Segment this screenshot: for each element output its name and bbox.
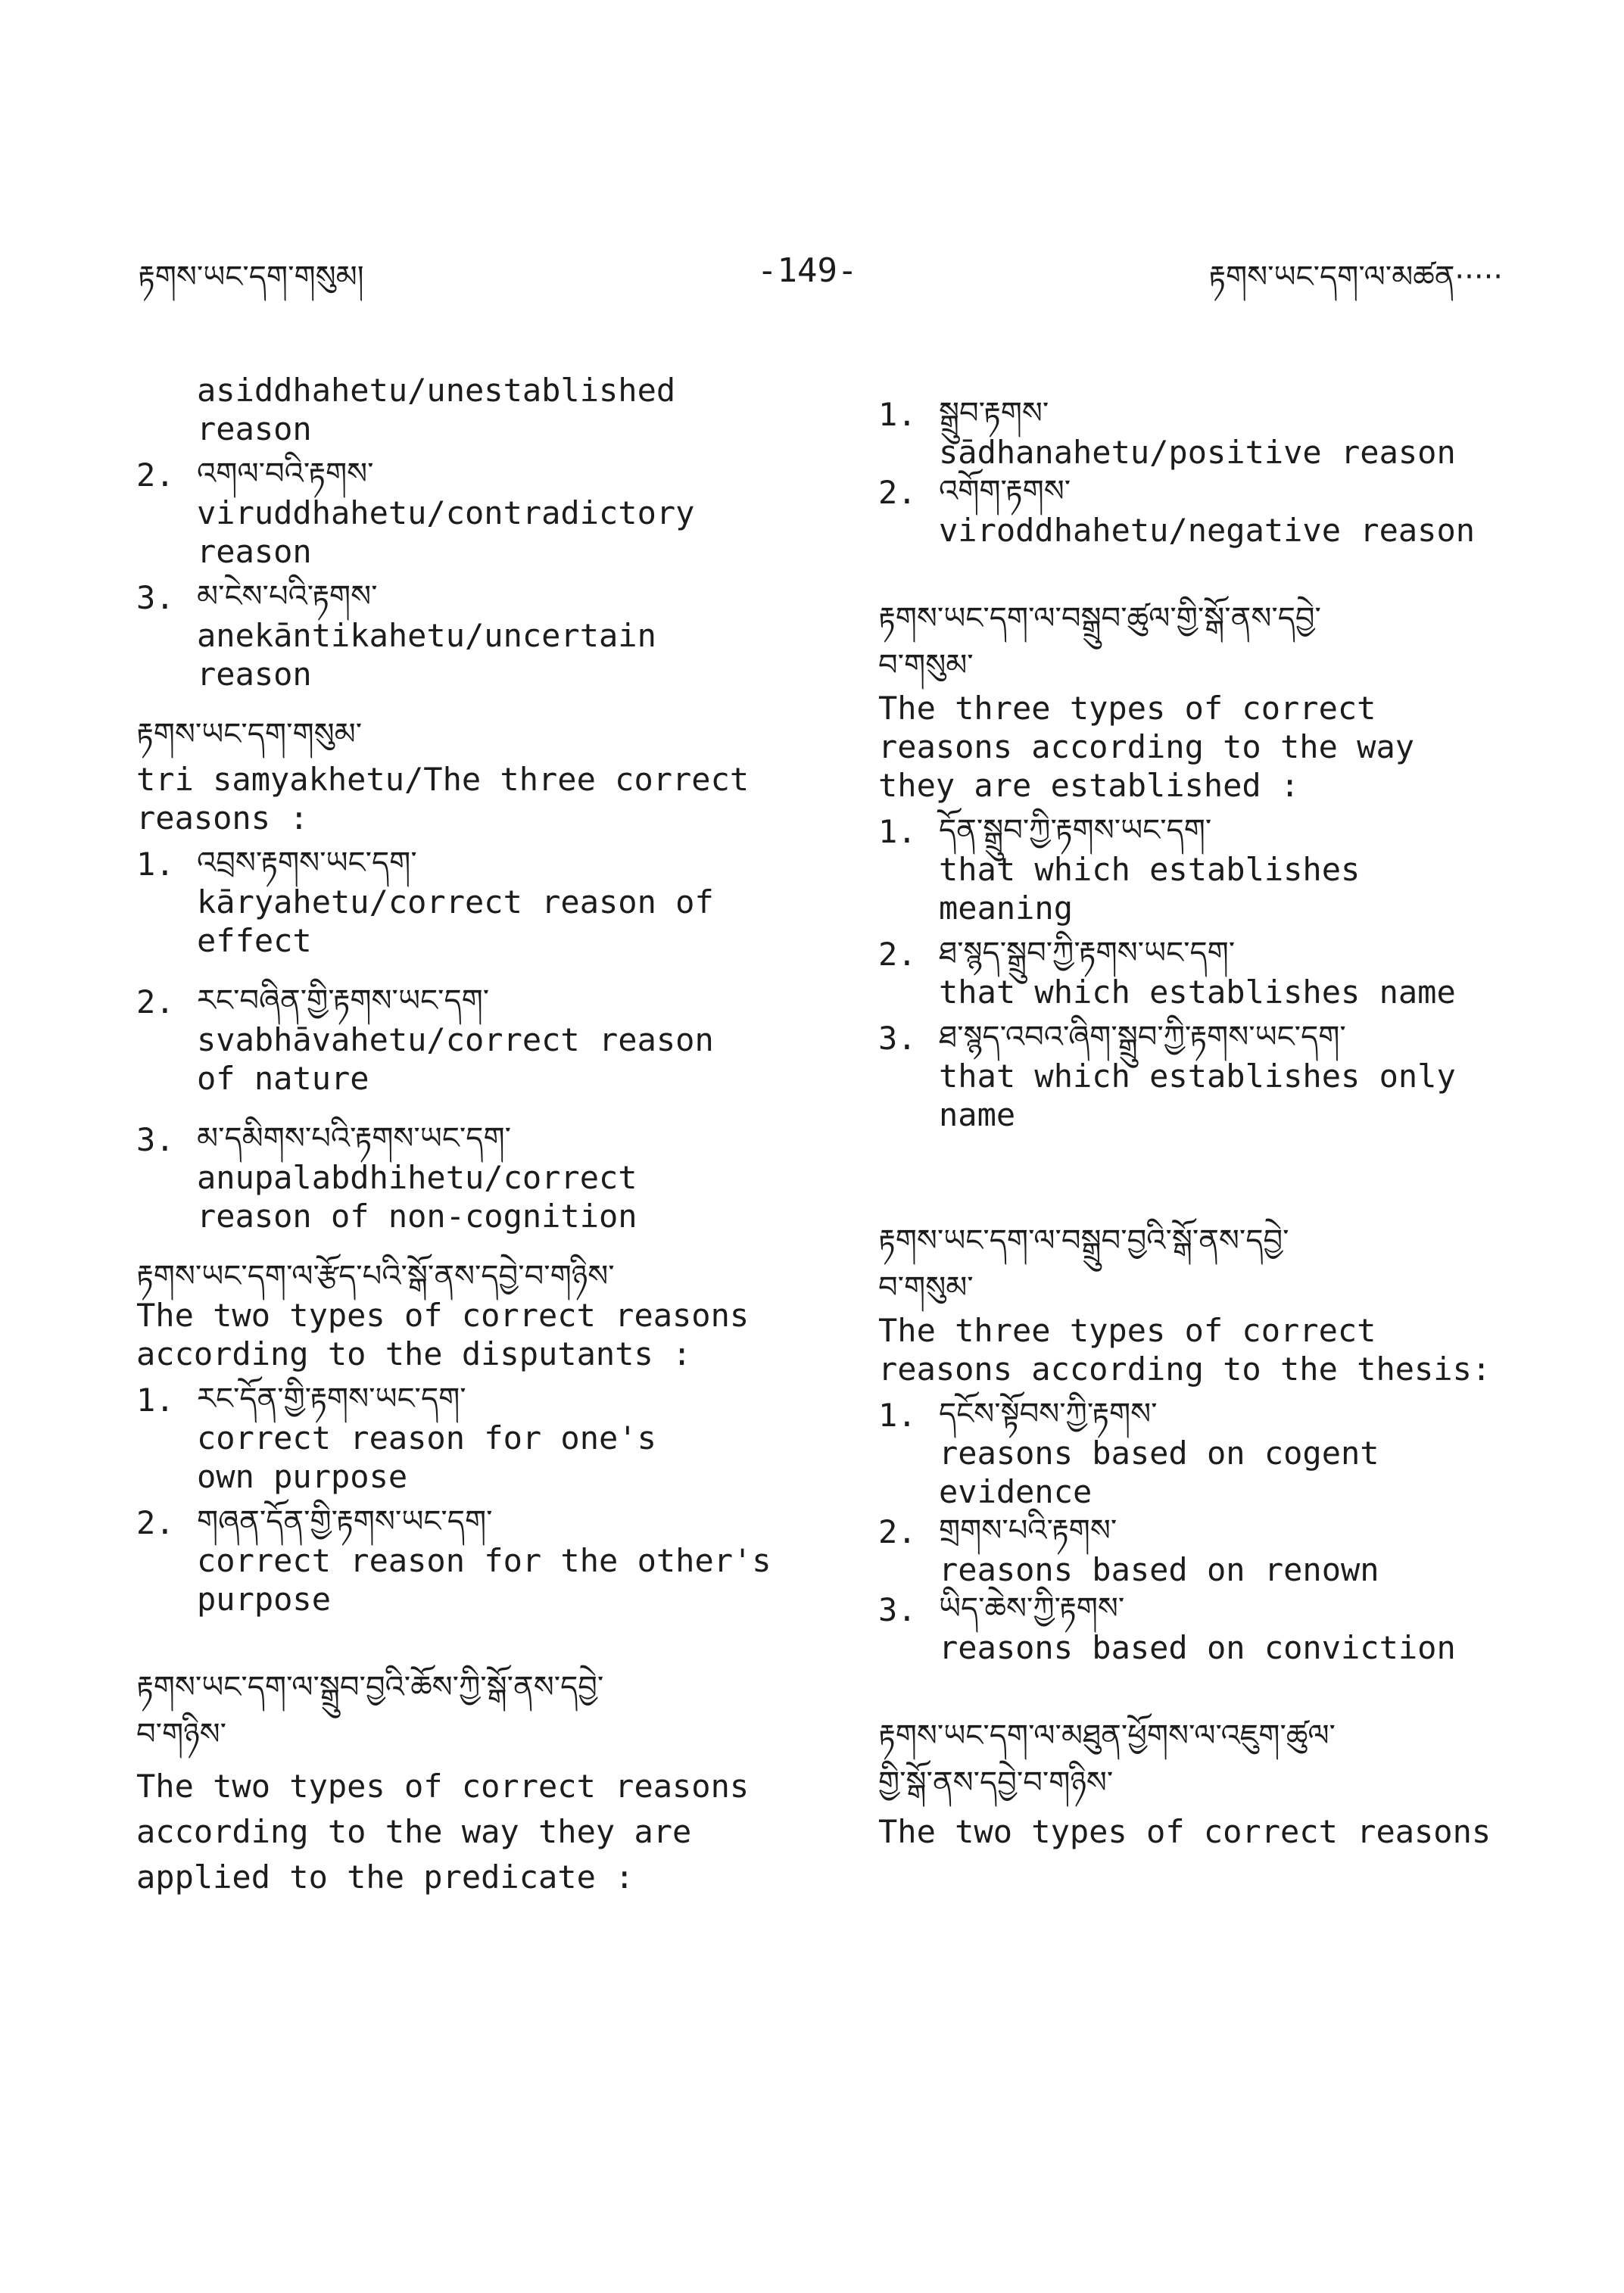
item-number: 3. xyxy=(878,1020,917,1057)
continued-entry: asiddhahetu/unestablished reason xyxy=(197,372,676,447)
item-number: 1. xyxy=(878,813,917,850)
section-heading-english: The three types of correct reasons according to the thesis: xyxy=(878,1312,1492,1388)
left-column xyxy=(136,371,818,1900)
page-number: -149- xyxy=(757,251,858,290)
list-item xyxy=(136,577,818,693)
list-item xyxy=(878,394,1522,472)
tibetan-term: ཡིད་ཆེས་ཀྱི་རྟགས་ xyxy=(939,1591,1125,1626)
section-heading-tibetan: རྟགས་ཡང་དག་ལ་མཐུན་ཕྱོགས་ལ་འཇུག་ཚུལ་ གྱི་སྒོ་ནས་དབྱེ་བ་གཉིས་ xyxy=(878,1718,1336,1800)
tibetan-term: འབྲས་རྟགས་ཡང་དག་ xyxy=(197,846,417,880)
english-gloss: sādhanahetu/positive reason xyxy=(939,434,1456,471)
tibetan-term: གྲགས་པའི་རྟགས་ xyxy=(939,1513,1117,1548)
list-item xyxy=(878,1017,1522,1134)
section-heading-tibetan: རྟགས་ཡང་དག་ལ་བསྒྲུབ་ཚུལ་གྱི་སྒོ་ནས་དབྱེ་ བ་གསུམ་ xyxy=(878,601,1321,683)
section-heading-tibetan: རྟགས་ཡང་དག་ལ་བསྒྲུབ་བྱའི་སྒོ་ནས་དབྱེ་ བ་གསུམ་ xyxy=(878,1223,1289,1305)
tibetan-term: མ་དམིགས་པའི་རྟགས་ཡང་དག་ xyxy=(197,1121,511,1156)
tibetan-term: རང་བཞིན་གྱི་རྟགས་ཡང་དག་ xyxy=(197,983,490,1018)
tibetan-term: རང་དོན་གྱི་རྟགས་ཡང་དག་ xyxy=(197,1382,466,1416)
list-item xyxy=(878,1394,1522,1511)
right-column xyxy=(878,394,1522,1851)
section-heading-english: The three types of correct reasons according to the way they are established : xyxy=(878,690,1415,804)
list-item xyxy=(136,981,818,1098)
tibetan-term: ཐ་སྙད་འབའ་ཞིག་སྒྲུབ་ཀྱི་རྟགས་ཡང་དག་ xyxy=(939,1020,1346,1055)
tibetan-term: དངོས་སྟོབས་ཀྱི་རྟགས་ xyxy=(939,1397,1158,1432)
item-number: 1. xyxy=(878,1397,917,1434)
list-item xyxy=(878,933,1522,1011)
list-item xyxy=(136,454,818,571)
english-gloss: that which establishes name xyxy=(939,974,1456,1011)
english-gloss: reasons based on renown xyxy=(939,1551,1379,1588)
item-number: 2. xyxy=(878,936,917,973)
section-heading-english: The two types of correct reasons xyxy=(878,1813,1492,1850)
english-gloss: correct reason for the other's purpose xyxy=(197,1542,771,1618)
item-number: 1. xyxy=(136,846,175,883)
item-number: 2. xyxy=(136,1504,175,1541)
section-heading-tibetan: རྟགས་ཡང་དག་གསུམ་ xyxy=(136,717,363,752)
english-gloss: anupalabdhihetu/correct reason of non-cognition xyxy=(197,1159,637,1235)
list-item xyxy=(878,811,1522,927)
english-gloss: viruddhahetu/contradictory reason xyxy=(197,494,695,570)
item-number: 3. xyxy=(878,1591,917,1628)
running-header-right: རྟགས་ཡང་དག་ལ་མཚན····· xyxy=(1208,260,1503,294)
item-number: 2. xyxy=(878,474,917,511)
item-number: 1. xyxy=(878,396,917,433)
section-heading-english: The two types of correct reasons according to the way they are applied to the predicate : xyxy=(136,1768,750,1896)
english-gloss: correct reason for one's own purpose xyxy=(197,1419,656,1495)
tibetan-term: སྒྲུབ་རྟགས་ xyxy=(939,396,1049,431)
section-heading-tibetan: རྟགས་ཡང་དག་ལ་སྒྲུབ་བྱའི་ཆོས་ཀྱི་སྒོ་ནས་དབྱེ་ བ་གཉིས་ xyxy=(136,1670,604,1752)
english-gloss: reasons based on cogent evidence xyxy=(939,1435,1379,1510)
english-gloss: that which establishes only name xyxy=(939,1058,1456,1133)
list-item xyxy=(136,843,818,960)
tibetan-term: གཞན་དོན་གྱི་རྟགས་ཡང་དག་ xyxy=(197,1504,493,1539)
tibetan-term: དོན་སྒྲུབ་ཀྱི་རྟགས་ཡང་དག་ xyxy=(939,813,1212,848)
item-number: 3. xyxy=(136,1121,175,1158)
list-item xyxy=(878,1511,1522,1589)
list-item xyxy=(878,1589,1522,1667)
list-item xyxy=(136,1502,818,1618)
english-gloss: viroddhahetu/negative reason xyxy=(939,512,1476,549)
list-item xyxy=(878,472,1522,550)
english-gloss: svabhāvahetu/correct reason of nature xyxy=(197,1021,714,1097)
section-heading-english: tri samyakhetu/The three correct reasons : xyxy=(136,761,750,837)
english-gloss: anekāntikahetu/uncertain reason xyxy=(197,617,656,693)
english-gloss: that which establishes meaning xyxy=(939,851,1361,927)
item-number: 1. xyxy=(136,1382,175,1419)
running-header-left: རྟགས་ཡང་དག་གསུམ། xyxy=(138,260,364,294)
english-gloss: reasons based on conviction xyxy=(939,1629,1456,1666)
tibetan-term: འགོག་རྟགས་ xyxy=(939,474,1071,509)
list-item xyxy=(136,1119,818,1235)
tibetan-term: ཐ་སྙད་སྒྲུབ་ཀྱི་རྟགས་ཡང་དག་ xyxy=(939,936,1236,970)
item-number: 3. xyxy=(136,579,175,616)
list-item xyxy=(136,1379,818,1496)
section-heading-tibetan: རྟགས་ཡང་དག་ལ་རྩོད་པའི་སྒོ་ནས་དབྱེ་བ་གཉིས་ xyxy=(136,1259,615,1294)
item-number: 2. xyxy=(136,983,175,1020)
tibetan-term: མ་ངེས་པའི་རྟགས་ xyxy=(197,579,378,614)
item-number: 2. xyxy=(878,1513,917,1550)
section-heading-english: The two types of correct reasons according to the disputants : xyxy=(136,1297,750,1372)
english-gloss: kāryahetu/correct reason of effect xyxy=(197,883,714,959)
tibetan-term: འགལ་བའི་རྟགས་ xyxy=(197,456,374,491)
item-number: 2. xyxy=(136,456,175,494)
